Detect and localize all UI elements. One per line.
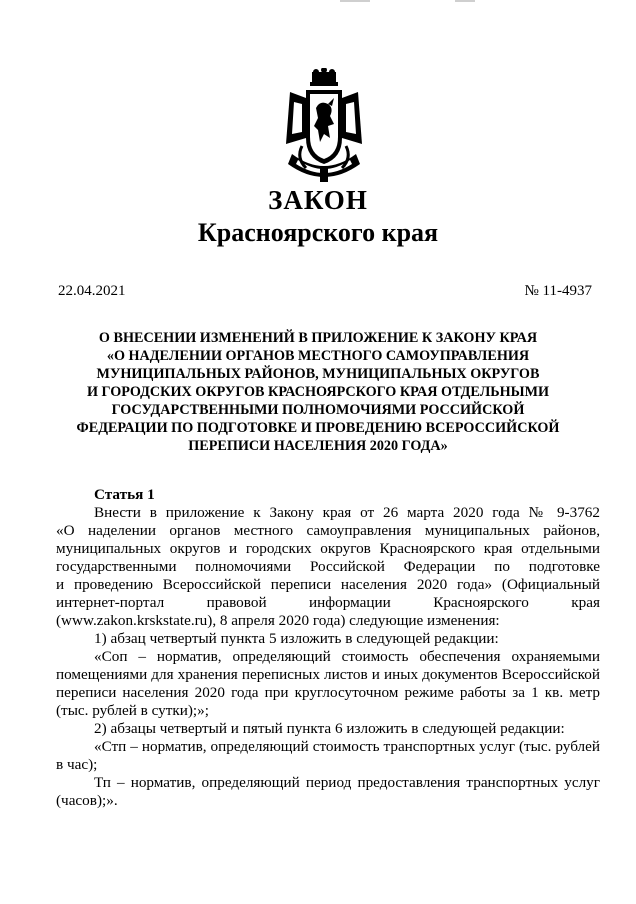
- body-line: «Стп – норматив, определяющий стоимость транспортных услуг (тыс. рублей: [94, 738, 600, 755]
- body-line: интернет-портал правовой информации Красноярского края: [56, 594, 600, 611]
- body-line: Тп – норматив, определяющий период предоставления транспортных услуг: [94, 774, 600, 791]
- document-subtitle: Красноярского края: [197, 218, 439, 247]
- body-line: Внести в приложение к Закону края от 26 марта 2020 года № 9-3762: [94, 504, 600, 521]
- law-heading: [50, 329, 586, 455]
- article-body: [56, 486, 600, 810]
- body-line: муниципальных округов и городских округов Красноярского края отдельными: [56, 540, 600, 557]
- heading-line: ФЕДЕРАЦИИ ПО ПОДГОТОВКЕ И ПРОВЕДЕНИЮ ВСЕРОССИЙСКОЙ: [76, 420, 560, 436]
- body-line: (www.zakon.krskstate.ru), 8 апреля 2020 года) следующие изменения:: [56, 612, 500, 629]
- body-line: государственными полномочиями Российской Федерации по подготовке: [56, 558, 600, 575]
- heading-line: МУНИЦИПАЛЬНЫХ РАЙОНОВ, МУНИЦИПАЛЬНЫХ ОКРУГОВ: [96, 366, 540, 382]
- body-line: в час);: [56, 756, 98, 773]
- scan-artifact-top-left: [340, 0, 370, 2]
- heading-line: ГОСУДАРСТВЕННЫМИ ПОЛНОМОЧИЯМИ РОССИЙСКОЙ: [111, 402, 525, 418]
- body-line: и проведению Всероссийской переписи населения 2020 года» (Официальный: [56, 576, 600, 593]
- heading-line: «О НАДЕЛЕНИИ ОРГАНОВ МЕСТНОГО САМОУПРАВЛЕНИЯ: [106, 348, 530, 364]
- heading-line: И ГОРОДСКИХ ОКРУГОВ КРАСНОЯРСКОГО КРАЯ ОТДЕЛЬНЫМИ: [86, 384, 550, 400]
- body-line: помещениями для хранения переписных листов и иных документов Всероссийской: [56, 666, 600, 683]
- body-line: (часов);».: [56, 792, 118, 809]
- heading-line: О ВНЕСЕНИИ ИЗМЕНЕНИЙ В ПРИЛОЖЕНИЕ К ЗАКОНУ КРАЯ: [98, 330, 538, 346]
- body-line: переписи населения 2020 года при круглосуточном режиме работы за 1 кв. метр: [56, 684, 600, 701]
- document-number: № 11-4937: [524, 283, 592, 299]
- document-date: 22.04.2021: [58, 283, 126, 299]
- body-line: 1) абзац четвертый пункта 5 изложить в следующей редакции:: [94, 630, 499, 647]
- body-line: «О наделении органов местного самоуправления муниципальных районов,: [56, 522, 600, 539]
- body-line: «Соп – норматив, определяющий стоимость обеспечения охраняемыми: [94, 648, 600, 665]
- body-line: 2) абзацы четвертый и пятый пункта 6 изложить в следующей редакции:: [94, 720, 565, 737]
- body-line: (тыс. рублей в сутки);»;: [56, 702, 209, 719]
- article-title: Статья 1: [94, 486, 155, 503]
- document-title: ЗАКОН: [268, 185, 368, 215]
- coat-of-arms-icon: [276, 68, 372, 188]
- heading-line: ПЕРЕПИСИ НАСЕЛЕНИЯ 2020 ГОДА»: [188, 438, 448, 454]
- scan-artifact-top-right: [455, 0, 475, 2]
